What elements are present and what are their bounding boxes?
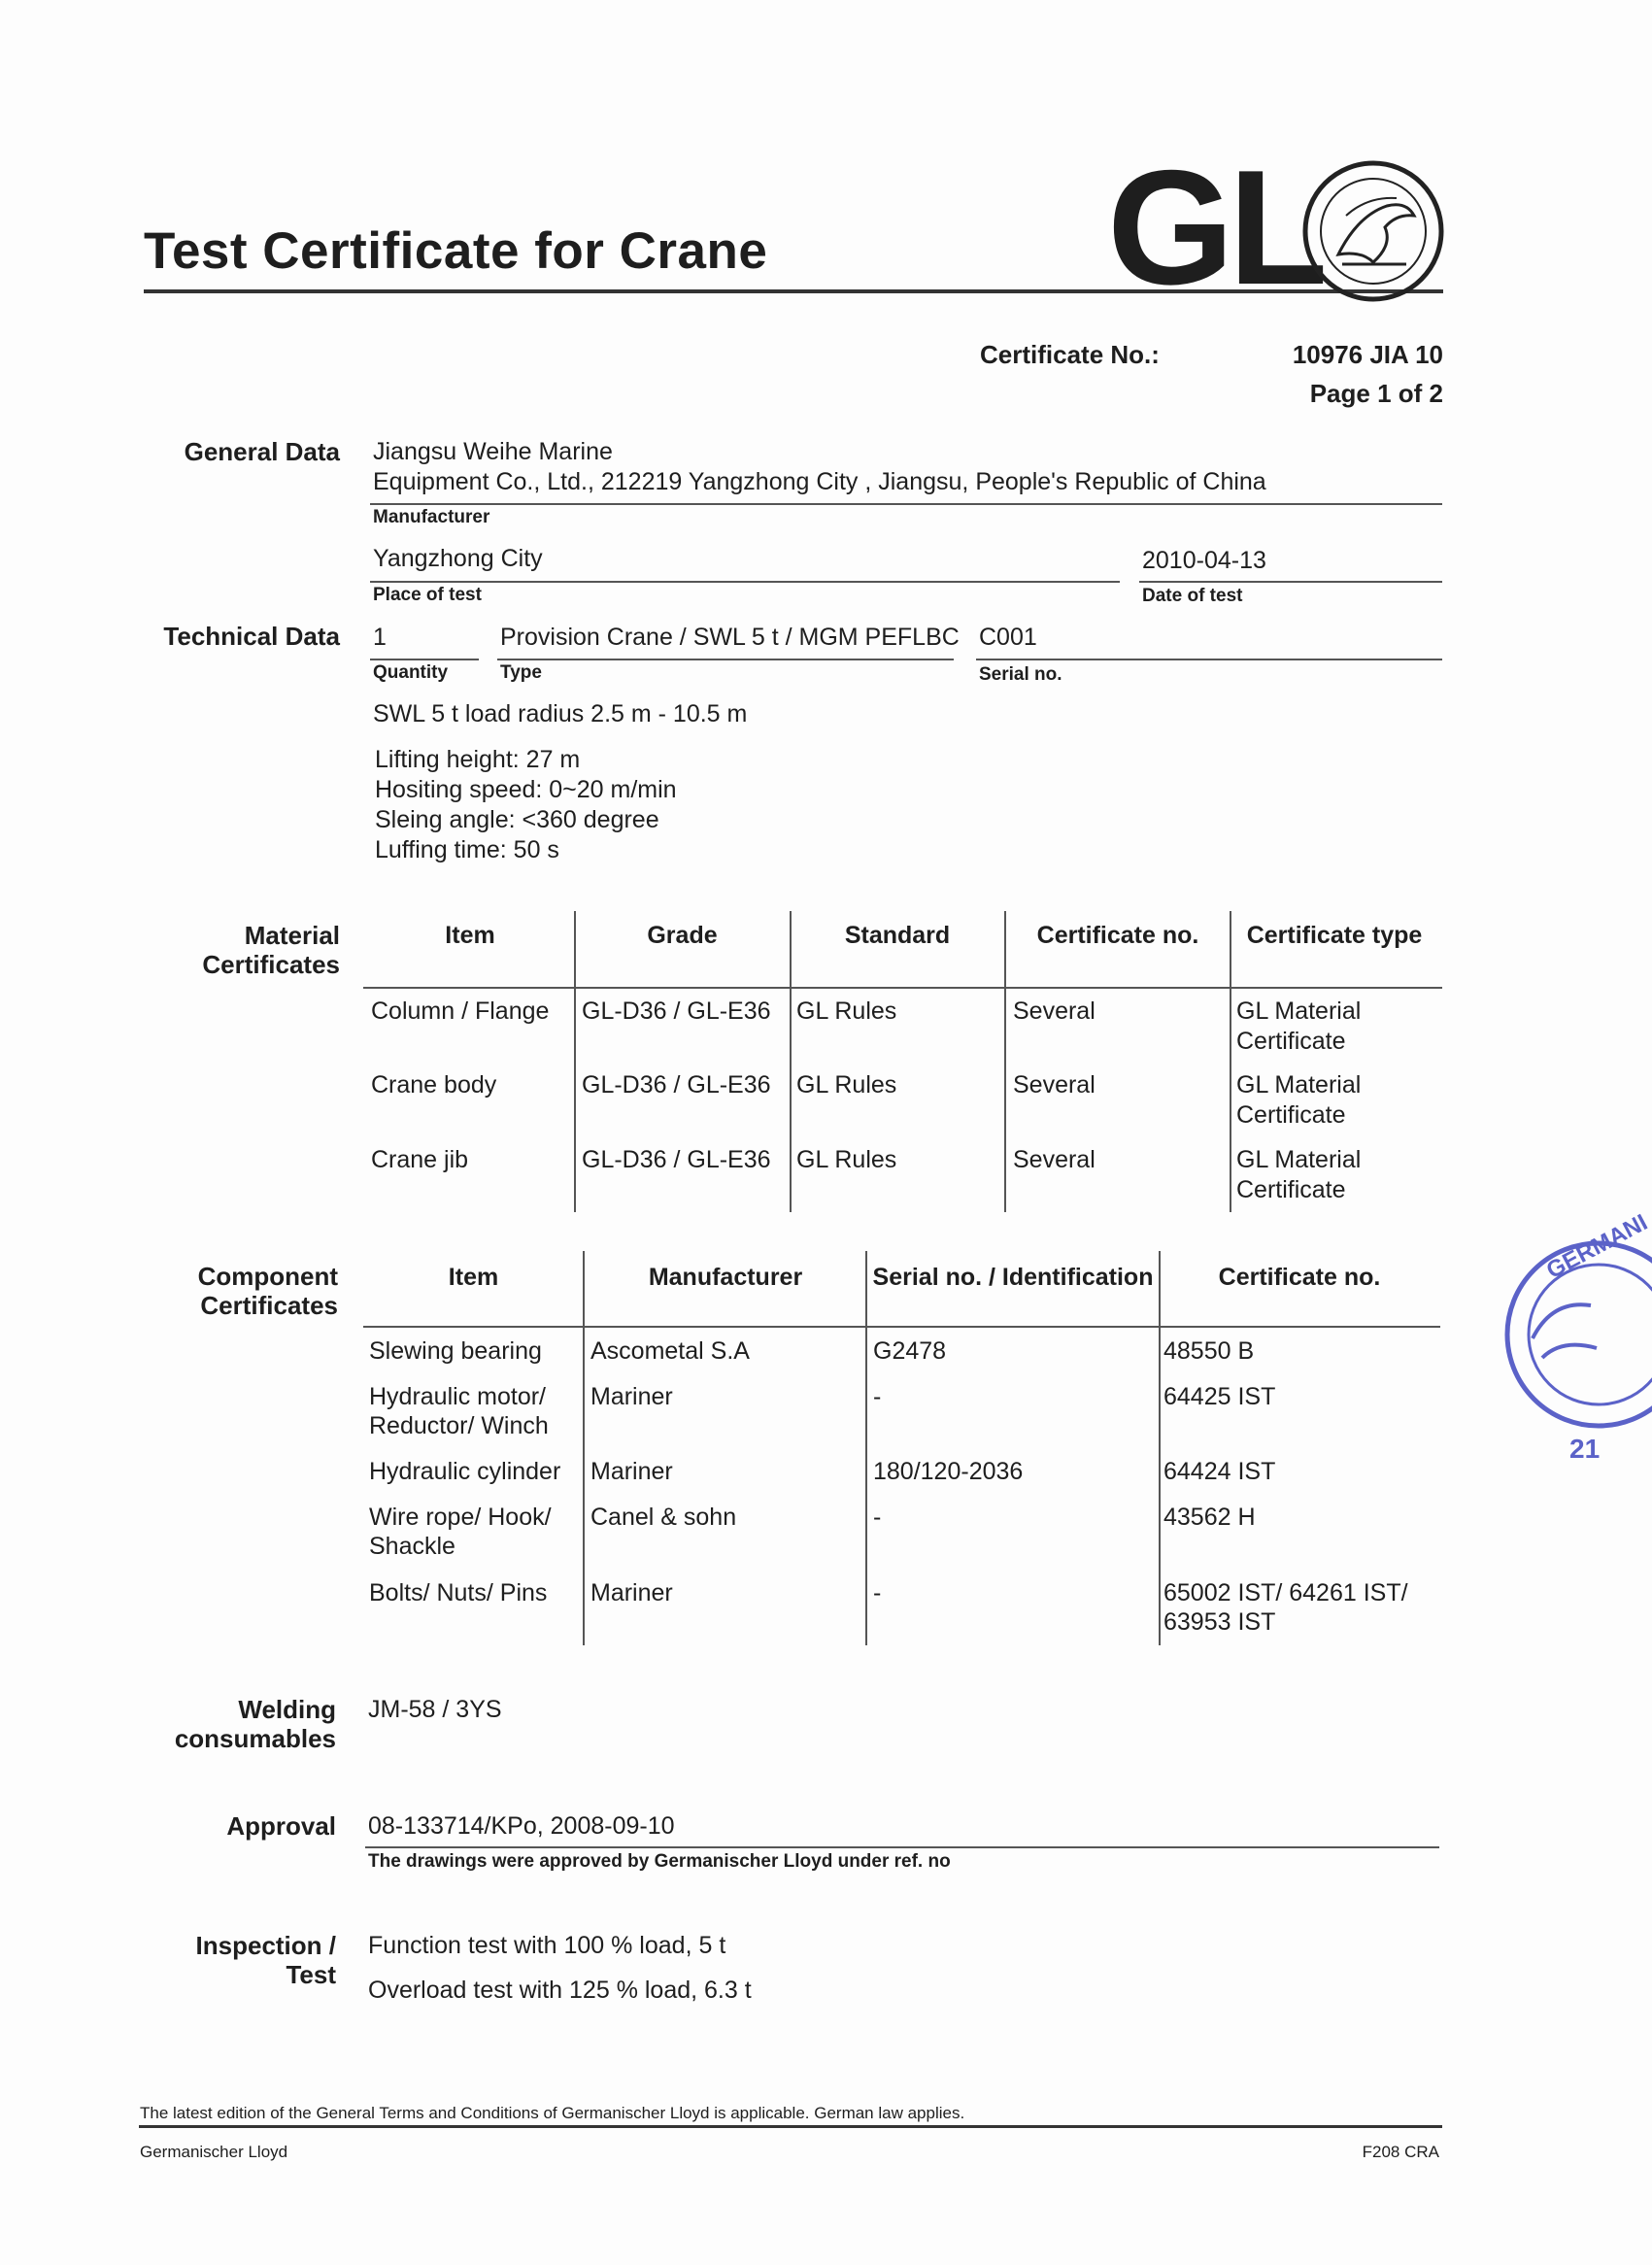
place-of-test-caption: Place of test — [373, 585, 482, 605]
label-line: Material — [244, 921, 340, 950]
approval-caption: The drawings were approved by Germanischer Lloyd under ref. no — [368, 1851, 951, 1872]
table-cell: - — [873, 1504, 882, 1531]
column-divider — [1230, 911, 1231, 1212]
inspection-line: Function test with 100 % load, 5 t — [368, 1932, 726, 1959]
quantity-value: 1 — [373, 624, 387, 651]
approval-value: 08-133714/KPo, 2008-09-10 — [368, 1812, 675, 1840]
column-divider — [865, 1251, 867, 1645]
column-header: Certificate no. — [1218, 1264, 1381, 1291]
column-divider — [583, 1251, 585, 1645]
table-cell: 65002 IST/ 64261 IST/ — [1163, 1579, 1408, 1606]
table-cell: Hydraulic cylinder — [369, 1458, 561, 1485]
column-divider — [790, 911, 792, 1212]
manufacturer-rule — [370, 503, 1442, 505]
table-cell: Hydraulic motor/ — [369, 1383, 546, 1410]
table-cell: 180/120-2036 — [873, 1458, 1024, 1485]
general-data-label: General Data — [184, 437, 340, 466]
table-cell: 63953 IST — [1163, 1608, 1276, 1636]
tech-detail: Lifting height: 27 m — [375, 746, 581, 773]
type-caption: Type — [500, 662, 542, 683]
column-header: Certificate no. — [1036, 922, 1199, 949]
table-cell: Several — [1013, 997, 1096, 1025]
manufacturer-caption: Manufacturer — [373, 507, 490, 527]
table-cell: Certificate — [1236, 1176, 1346, 1203]
column-divider — [1159, 1251, 1161, 1645]
type-value: Provision Crane / SWL 5 t / MGM PEFLBC — [500, 624, 960, 651]
stamp-number: 21 — [1569, 1434, 1601, 1464]
column-header: Standard — [844, 922, 951, 949]
column-divider — [574, 911, 576, 1212]
tech-detail: Sleing angle: <360 degree — [375, 806, 659, 833]
table-cell: 48550 B — [1163, 1337, 1255, 1365]
table-cell: - — [873, 1579, 882, 1606]
stamp-text: GERMANI — [1542, 1209, 1652, 1285]
table-cell: GL Material — [1236, 1071, 1362, 1099]
date-of-test-value: 2010-04-13 — [1142, 547, 1266, 574]
approval-label: Approval — [226, 1811, 336, 1841]
label-line: Welding — [238, 1695, 336, 1724]
table-cell: GL-D36 / GL-E36 — [582, 997, 771, 1025]
gl-logo-text: GL — [1107, 136, 1323, 319]
quantity-rule — [370, 659, 479, 660]
component-certificates-label — [144, 1262, 338, 1320]
certificate-no-value: 10976 JIA 10 — [1292, 340, 1443, 369]
column-header: Grade — [647, 922, 718, 949]
table-cell: - — [873, 1383, 882, 1410]
inspection-test-label: Inspection / Test — [195, 1931, 336, 1989]
table-cell: GL Rules — [796, 1146, 897, 1173]
table-cell: Mariner — [590, 1383, 673, 1410]
serial-value: C001 — [979, 624, 1037, 651]
tech-detail: Hositing speed: 0~20 m/min — [375, 776, 677, 803]
table-cell: Column / Flange — [371, 997, 550, 1025]
type-rule — [497, 659, 954, 660]
table-cell: Mariner — [590, 1579, 673, 1606]
table-cell: Canel & sohn — [590, 1504, 737, 1531]
column-header: Serial no. / Identification — [872, 1264, 1154, 1291]
table-cell: Mariner — [590, 1458, 673, 1485]
table-cell: G2478 — [873, 1337, 947, 1365]
technical-data-label: Technical Data — [163, 622, 340, 651]
footer-rule — [139, 2125, 1442, 2128]
column-divider — [1004, 911, 1006, 1212]
label-line: consumables — [174, 1724, 336, 1753]
column-header: Manufacturer — [648, 1264, 803, 1291]
manufacturer-line2: Equipment Co., Ltd., 212219 Yangzhong City , Jiangsu, People's Republic of China — [373, 468, 1266, 495]
tech-detail: Luffing time: 50 s — [375, 836, 559, 863]
material-certificates-label — [146, 921, 340, 979]
footer-form-code: F208 CRA — [1362, 2143, 1439, 2161]
table-cell: 43562 H — [1163, 1504, 1256, 1531]
table-cell: Reductor/ Winch — [369, 1412, 549, 1439]
table-cell: Slewing bearing — [369, 1337, 542, 1365]
serial-rule — [976, 659, 1442, 660]
table-cell: Crane jib — [371, 1146, 469, 1173]
table-header-rule — [363, 1326, 1440, 1328]
certificate-no-label: Certificate No.: — [980, 340, 1160, 369]
table-cell: GL Rules — [796, 997, 897, 1025]
table-cell: Certificate — [1236, 1101, 1346, 1129]
table-cell: Certificate — [1236, 1028, 1346, 1055]
table-cell: Ascometal S.A — [590, 1337, 750, 1365]
column-header: Item — [448, 1264, 499, 1291]
table-cell: Wire rope/ Hook/ — [369, 1504, 552, 1531]
inspection-line: Overload test with 125 % load, 6.3 t — [368, 1977, 752, 2004]
table-cell: 64424 IST — [1163, 1458, 1276, 1485]
column-header: Certificate type — [1246, 922, 1423, 949]
label-line: Component — [197, 1262, 338, 1291]
place-of-test-value: Yangzhong City — [373, 545, 543, 572]
table-cell: GL-D36 / GL-E36 — [582, 1146, 771, 1173]
welding-consumables-label — [142, 1695, 336, 1753]
footer-company: Germanischer Lloyd — [140, 2143, 288, 2161]
gl-stamp — [1503, 1209, 1652, 1464]
table-cell: GL-D36 / GL-E36 — [582, 1071, 771, 1099]
table-header-rule — [363, 987, 1442, 989]
approval-rule — [365, 1846, 1439, 1848]
table-cell: GL Material — [1236, 1146, 1362, 1173]
table-cell: Several — [1013, 1071, 1096, 1099]
column-header: Item — [445, 922, 495, 949]
label-line: Certificates — [200, 1291, 338, 1320]
gl-seal-icon — [1299, 157, 1447, 305]
table-cell: Bolts/ Nuts/ Pins — [369, 1579, 548, 1606]
table-cell: GL Rules — [796, 1071, 897, 1099]
footer-terms: The latest edition of the General Terms and Conditions of Germanischer Lloyd is applicable. German law applies. — [140, 2104, 965, 2122]
label-line: Certificates — [202, 950, 340, 979]
table-cell: Shackle — [369, 1533, 455, 1560]
swl-text: SWL 5 t load radius 2.5 m - 10.5 m — [373, 700, 748, 727]
date-rule — [1139, 581, 1442, 583]
welding-value: JM-58 / 3YS — [368, 1696, 502, 1723]
table-cell: GL Material — [1236, 997, 1362, 1025]
table-cell: 64425 IST — [1163, 1383, 1276, 1410]
serial-caption: Serial no. — [979, 664, 1062, 685]
quantity-caption: Quantity — [373, 662, 449, 683]
page-indicator: Page 1 of 2 — [1309, 379, 1443, 408]
place-rule — [370, 581, 1120, 583]
date-of-test-caption: Date of test — [1142, 586, 1243, 606]
page-title: Test Certificate for Crane — [144, 222, 768, 280]
manufacturer-line1: Jiangsu Weihe Marine — [373, 438, 613, 465]
table-cell: Several — [1013, 1146, 1096, 1173]
table-cell: Crane body — [371, 1071, 497, 1099]
